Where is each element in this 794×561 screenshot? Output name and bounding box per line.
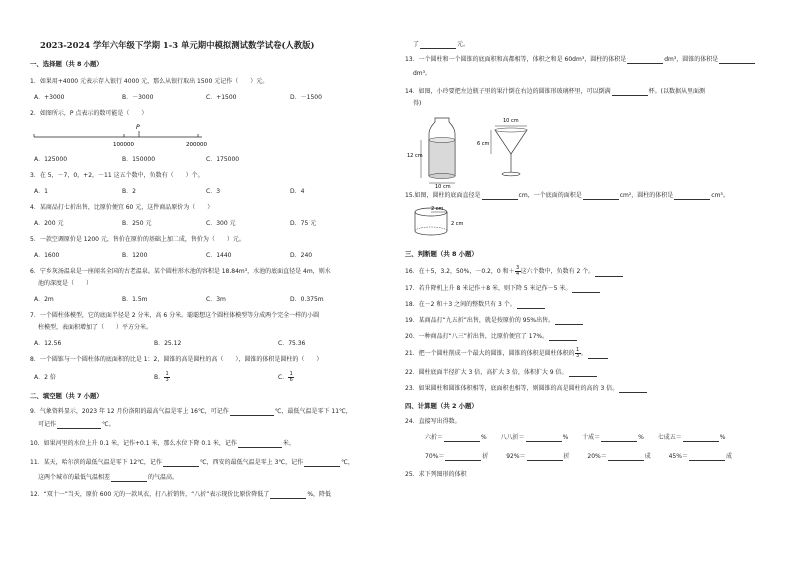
question-8: 8．一个圆锥与一个圆柱体的底面积的比是 1：2，圆锥的高是圆柱的高（ ），圆锥的体积是圆柱的（ ） [30,356,323,363]
q7-option-a: A．12.56 [34,340,62,347]
q6-option-c: C．3m [206,296,226,303]
question-16: 16．在＋5，3.2，50%，－0.2，0 和＋ $\frac{3}{4}$ 这六个数中，负数有 2 个。 [405,266,624,277]
q3-option-d: D．4 [290,188,305,195]
q8-option-c: C． $\frac{1}{6}$ [278,371,293,383]
q4-option-c: C．300 元 [206,220,236,227]
fraction-one-third-b: $\frac{1}{3}$ [576,347,580,359]
q3-option-a: A．1 [34,188,48,195]
question-7-cont: 柱模型，表面积增加了（ ）平方分米。 [38,324,153,331]
calc-blank-3[interactable] [601,435,637,442]
q4-option-d: D．75 元 [290,220,317,227]
question-9: 9．气象资料显示，2023 年 12 月份洛阳的最高气温是零上 16℃，可记作 ℃，最低气温是零下 11℃， [30,408,352,415]
q7-option-b: B．25.12 [154,340,182,347]
section-calc: 四、计算题（共 2 小题） [405,402,478,410]
q12-blank-1[interactable] [270,492,306,499]
tick-label-200000: 200000 [186,142,207,148]
q20-blank[interactable] [549,334,577,341]
calc-blank-1[interactable] [444,435,480,442]
q12-blank-2[interactable] [420,42,456,49]
q8-option-b: B． $\frac{1}{3}$ [154,371,169,383]
q17-blank[interactable] [572,286,600,293]
tick-label-100000: 100000 [113,142,134,148]
question-6: 6．宁乡灰汤温泉是一座闻名全国的古老温泉。某个圆柱形水池的容积是 18.84m³，水池的底面直径是 4m，则水 [30,268,331,275]
question-13-cont: dm³。 [413,70,432,77]
q11-blank-2[interactable] [304,460,340,467]
q2-option-c: C．175000 [206,156,240,163]
q9-blank-2[interactable] [57,422,101,429]
q1-option-c: C．+1500 [206,94,237,101]
bottle-and-cone-glass-diagram [405,108,555,188]
q6-option-b: B．1.5m [122,296,148,303]
question-19: 19．某商品打“九五折”出售，就是按原价的 95%出售。 [405,317,584,325]
question-6-cont: 池的深度是（ ） [38,280,93,287]
calc-blank-6[interactable] [527,454,563,461]
q10-blank[interactable] [238,441,282,448]
number-line-diagram [30,121,210,149]
question-5: 5．一款空调原价是 1200 元，售价在原价的基础上加二成，售价为（ ）元。 [30,236,245,243]
bottle-diameter-label: 10 cm [435,184,451,188]
q7-option-c: C．75.36 [278,340,306,347]
q4-option-b: B．250 元 [122,220,152,227]
q15-blank-2[interactable] [583,193,619,200]
cylinder-diagram [409,204,489,240]
section-choice: 一、选择题（共 8 小题） [30,60,103,68]
q1-option-b: B．－3000 [122,94,154,101]
question-2: 2．如图所示，P 点表示的数可能是（ ） [30,110,148,117]
q16-blank[interactable] [595,270,623,277]
q11-blank-1[interactable] [163,460,199,467]
question-18: 18．在－2 和＋3 之间的整数只有 3 个。 [405,301,546,309]
q8-option-a: A．2 倍 [34,374,56,381]
calc-blank-8[interactable] [689,454,725,461]
question-23: 23．如果圆柱和圆锥体积相等，底面积也相等，则圆锥的高是圆柱的高的 3 倍。 [405,385,648,393]
q11-blank-3[interactable] [111,475,147,482]
question-21: 21．把一个圆柱削成一个最大的圆锥，圆锥的体积是圆柱体积的 $\frac{1}{3}$ 。 [405,348,609,359]
q3-option-b: B．2 [122,188,136,195]
question-24: 24．直接写出得数。 [405,418,461,425]
question-20: 20．一种商品打“八三”折出售，比原价便宜了 17%。 [405,333,578,341]
bottle-height-label: 12 cm [407,153,423,159]
q1-option-d: D．－1500 [290,94,322,101]
question-17: 17．若升降机上升 8 米记作＋8 米，则下降 5 米记作－5 米。 [405,285,601,293]
q3-option-c: C．3 [206,188,221,195]
q5-option-a: A．1600 [34,252,60,259]
fraction-three-quarters: $\frac{3}{4}$ [516,265,520,277]
question-14: 14．如图，小玲要把左边瓶子里的果汁倒在右边的圆锥形玻璃杯里，可以倒满 杯。(以数据从里面测 [405,88,705,95]
question-15: 15.如图，圆柱的底面直径是 cm，一个底面的面积是 cm²，圆柱的体积是 cm³。 [405,192,729,199]
q5-option-d: D．240 [290,252,313,259]
q14-blank[interactable] [612,89,648,96]
q19-blank[interactable] [555,318,583,325]
q21-blank[interactable] [588,352,608,359]
calc-row-2: 70%＝ 折 92%＝ 折 20%＝ 成 45%＝ 成 [425,453,732,460]
question-22: 22．圆柱底面半径扩大 3 倍，高扩大 3 倍，体积扩大 9 倍。 [405,369,598,377]
question-11-cont: 这两个城市的最低气温相差 的气温高。 [38,474,179,481]
glass-diameter-label: 10 cm [503,118,519,124]
section-fill: 二、填空题（共 7 小题） [30,392,103,400]
fraction-one-third: $\frac{1}{3}$ [165,371,169,383]
question-1: 1．如果用+4000 元表示存入银行 4000 元，那么从银行取出 1500 元记作（ ）元。 [30,78,269,85]
calc-row-1: 六折＝ % 八八折＝ % 十成＝ % 七成五＝ % [425,434,726,441]
q22-blank[interactable] [569,370,597,377]
cone-glass-figure [477,118,527,176]
calc-blank-4[interactable] [683,435,719,442]
q4-option-a: A．200 元 [34,220,64,227]
q13-blank-1[interactable] [627,57,663,64]
question-14-cont: 得) [413,100,422,107]
question-12: 12．“双十一”当天，原价 600 元的一款风衣，打八折销售，“八折”表示现价比原价降低了 %，降低 [30,491,332,498]
glass-height-label: 6 cm [477,141,490,147]
section-judge: 三、判断题（共 8 小题） [405,250,478,258]
calc-blank-2[interactable] [526,435,562,442]
question-9-cont: 可记作 ℃。 [38,421,115,428]
calc-blank-5[interactable] [445,454,481,461]
q9-blank-1[interactable] [230,409,274,416]
bottle-figure [407,118,455,188]
question-12-cont: 了 元。 [413,41,470,48]
question-4: 4．某商品打七折出售，比原价便宜 60 元，这件商品原价为（ ） [30,204,214,211]
q6-option-d: D．0.375m [290,296,324,303]
q15-blank-3[interactable] [674,193,710,200]
q2-option-b: B．150000 [122,156,156,163]
calc-blank-7[interactable] [608,454,644,461]
cylinder-radius-label: 2 cm [431,206,444,212]
fraction-one-sixth: $\frac{1}{6}$ [289,371,293,383]
cylinder-height-label: 2 cm [451,221,464,227]
q18-blank[interactable] [517,302,545,309]
q5-option-b: B．1200 [122,252,148,259]
question-11: 11．某天，哈尔滨的最低气温是零下 12℃，记作 ℃，西安的最低气温是零上 3℃，记作 ℃， [30,459,354,466]
question-7: 7．一个圆柱体模型，它的底面半径是 2 分米，高 6 分米。聪聪想这个圆柱体模型等分成两个完全一样的小圆 [30,312,320,319]
q15-blank-1[interactable] [482,193,518,200]
q5-option-c: C．1440 [206,252,232,259]
question-3: 3．在 5，－7，0，+2，－11 这五个数中，负数有（ ）个。 [30,172,204,179]
q13-blank-2[interactable] [719,57,755,64]
question-25: 25．求下列图形的体积 [405,471,467,478]
q2-option-a: A．125000 [34,156,68,163]
q1-option-a: A．+3000 [34,94,65,101]
q23-blank[interactable] [619,386,647,393]
page-title: 2023-2024 学年六年级下学期 1-3 单元期中模拟测试数学试卷(人教版) [40,40,315,50]
question-13: 13．一个圆柱和一个圆锥的底面积和高都相等，体积之和是 60dm³，圆柱的体积是 dm³，圆锥的体积是 [405,56,756,64]
point-p-label: P [136,124,140,131]
question-10: 10．如果河里的水位上升 0.1 米，记作+0.1 米，那么水位下降 0.1 米，记作 米。 [30,440,295,447]
q6-option-a: A．2m [34,296,54,303]
